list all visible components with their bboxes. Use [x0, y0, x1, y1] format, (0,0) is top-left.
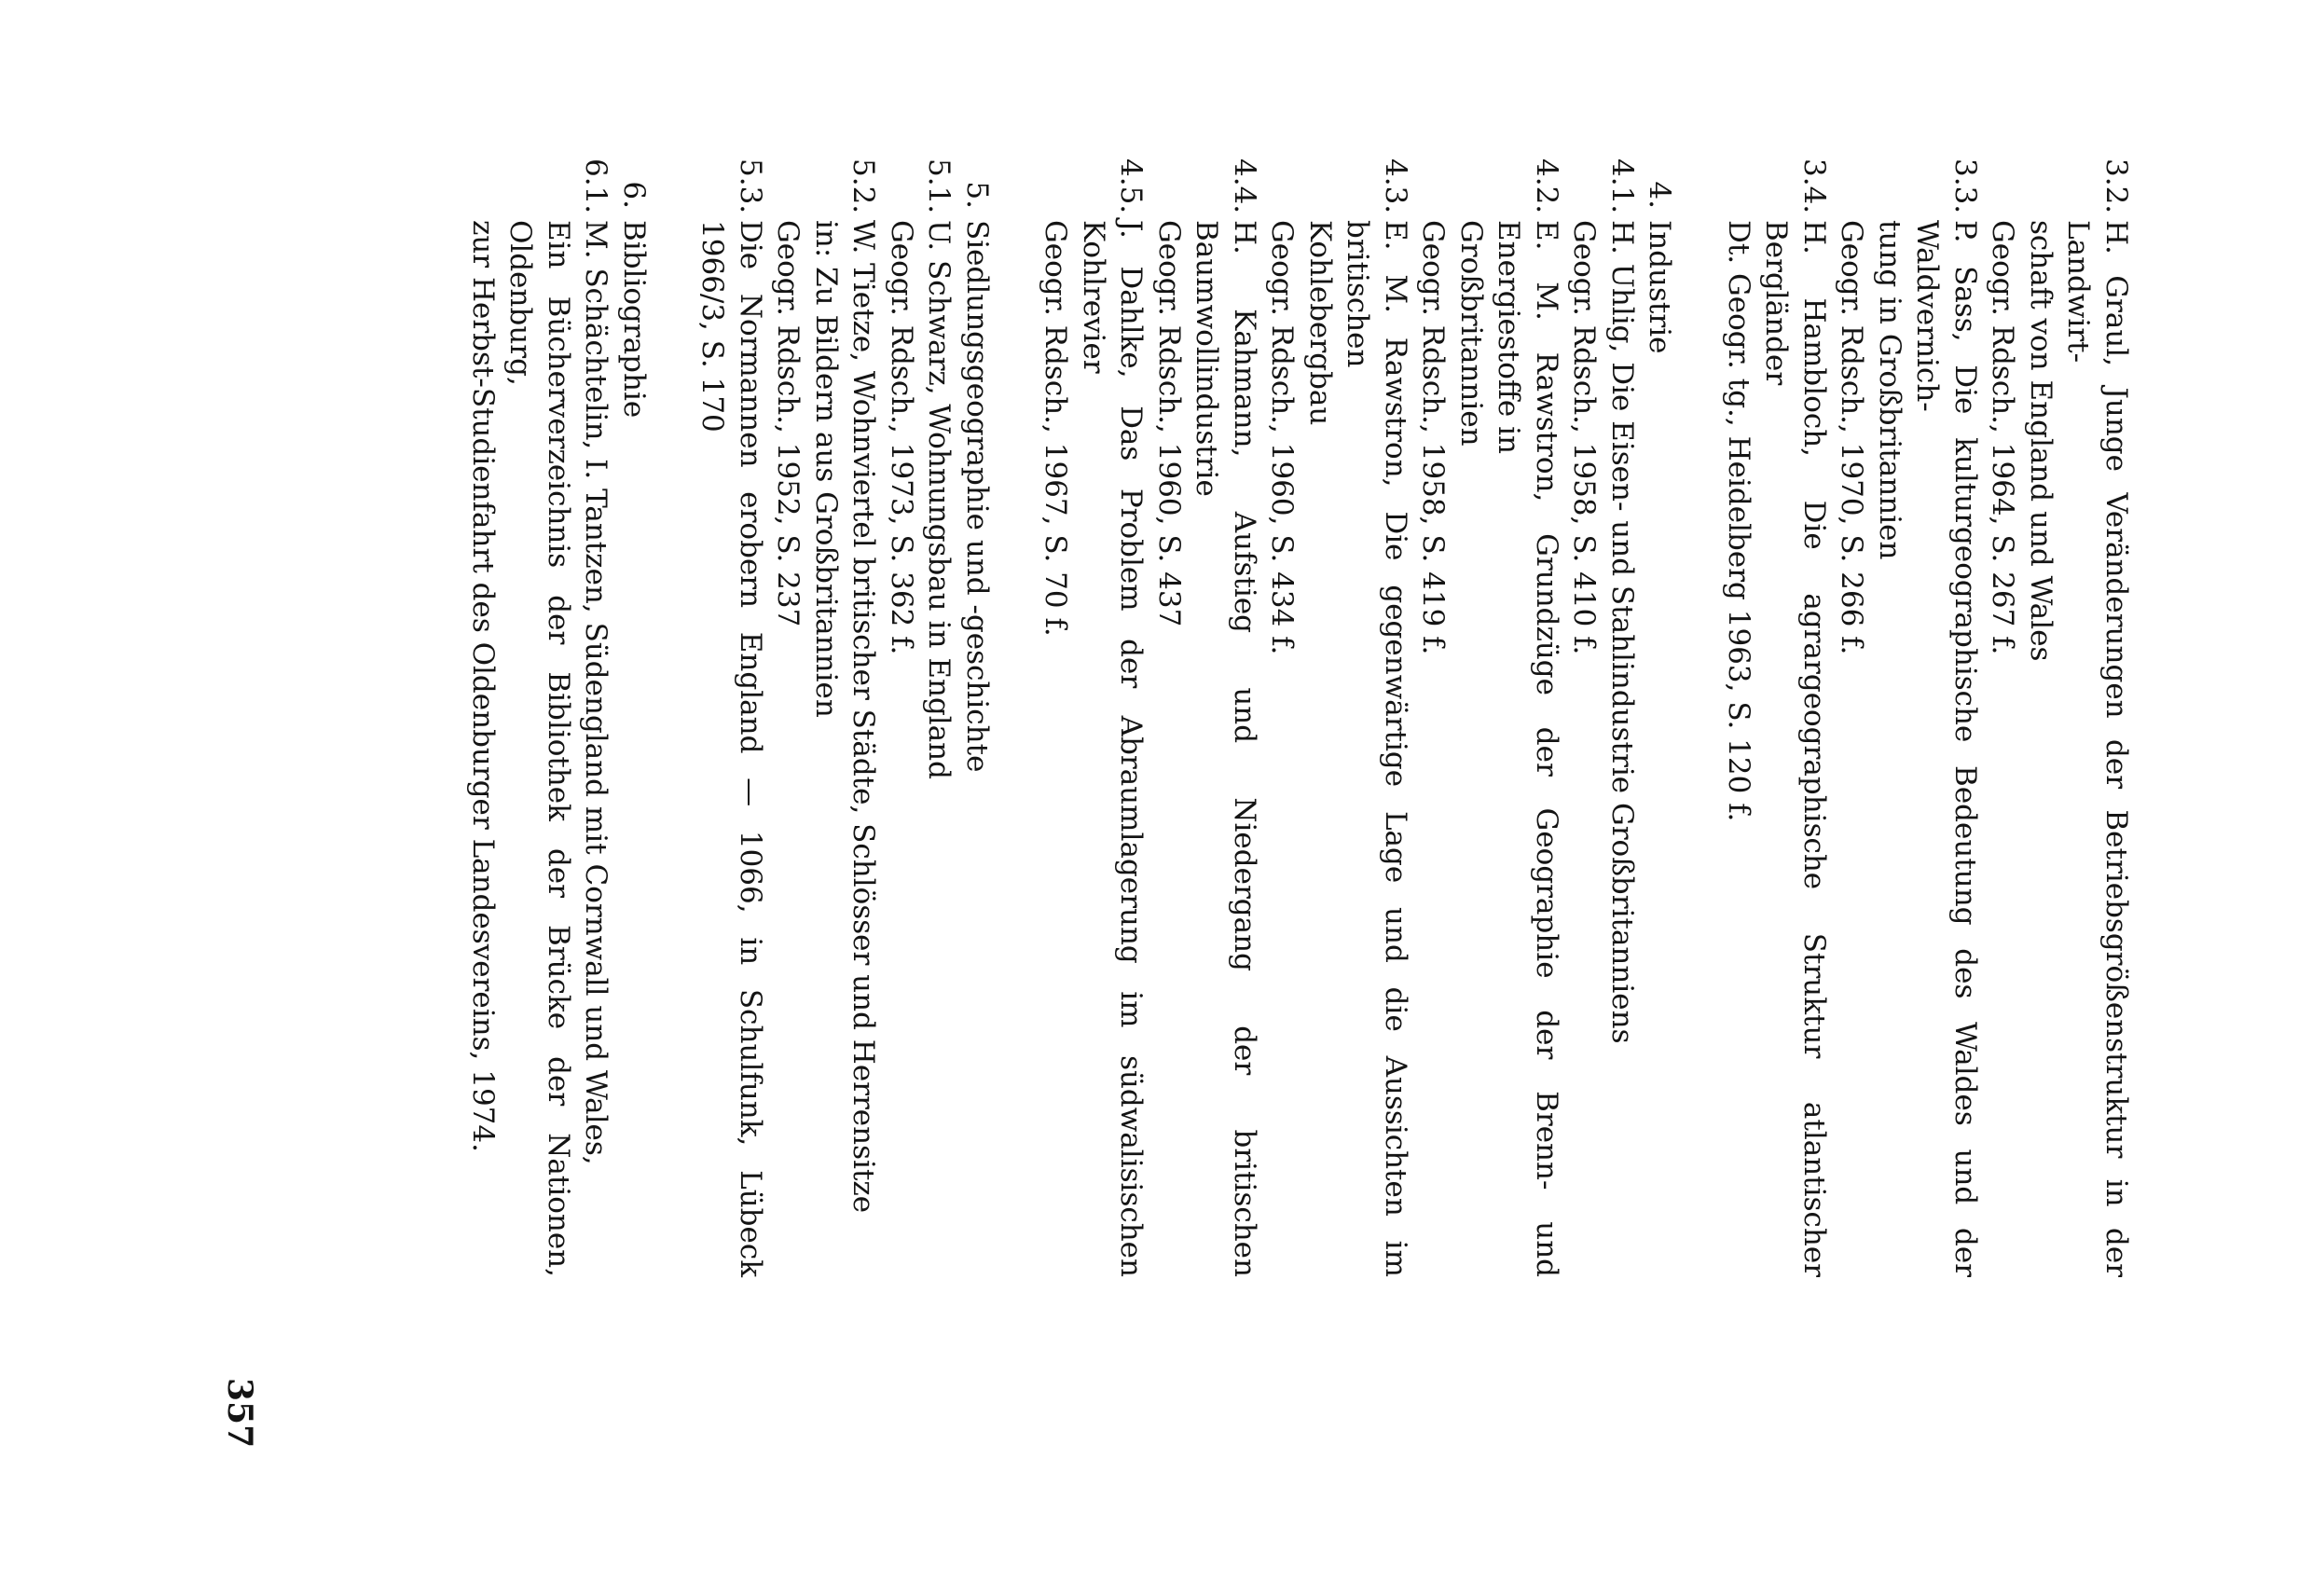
page-number: 357 [220, 1378, 259, 1449]
section-heading [1641, 158, 1679, 1277]
entry-number: 5.1. [922, 158, 956, 214]
section-heading [615, 158, 654, 1277]
entry-text [1720, 220, 1834, 1277]
entry-line: P. Sass, Die kulturgeographische Bedeutung des Waldes und der Waldvernich- [1910, 220, 1982, 1277]
entry-line: in: Zu Bildern aus Großbritannien [809, 220, 843, 718]
entry-text [1263, 220, 1414, 1277]
entry-line: H. Kahmann, Aufstieg und Niedergang der britischen Baumwollindustrie [1190, 220, 1261, 1277]
entry-line: U. Schwarz, Wohnungsbau in England [922, 220, 956, 779]
entry-number: 4.2. [1530, 158, 1563, 214]
entry-text [694, 220, 769, 1277]
entry-text [1984, 220, 2135, 1277]
bibliography-list [466, 158, 2135, 1277]
entry-line: Geogr. Rdsch., 1973, S. 362 f. [885, 220, 918, 655]
section-number: 5. [960, 181, 994, 209]
entry-line: Geogr. Rdsch., 1958, S. 419 f. [1416, 220, 1451, 655]
entry-line: Geogr. Rdsch., 1967, S. 70 f. [1039, 220, 1073, 637]
section-number: 6. [617, 181, 651, 209]
bibliography-entry [1984, 158, 2135, 1277]
entry-line: H. Graul, Junge Veränderungen der Betriebsgrößenstruktur in der Landwirt- [2061, 220, 2133, 1277]
section-title: Siedlungsgeographie und -geschichte [960, 220, 994, 773]
entry-text [464, 220, 615, 1277]
entry-line: Dt. Geogr. tg., Heidelberg 1963, S. 120 f. [1722, 220, 1755, 822]
bibliography-entry [769, 158, 883, 1277]
bibliography-entry [883, 158, 958, 1277]
entry-line: Kohlebergbau [1303, 220, 1337, 426]
entry-line: Geogr. Rdsch., 1952, S. 237 [771, 220, 805, 627]
entry-number: 4.3. [1379, 158, 1412, 214]
entry-line: schaft von England und Wales [2024, 220, 2057, 662]
entry-line: Geogr. Rdsch., 1958, S. 410 f. [1567, 220, 1602, 655]
bibliography-entry [1150, 158, 1264, 1277]
entry-number: 6.1. [579, 158, 613, 214]
entry-line: Großbritannien [1454, 220, 1488, 447]
entry-line: W. Tietze, Wohnviertel britischer Städte, Schlösser und Herrensitze [846, 220, 881, 1214]
entry-line: E. M. Rawstron, Grundzüge der Geographie der Brenn- und Energiestoffe in [1492, 220, 1563, 1277]
entry-text [1833, 220, 1984, 1277]
section-number: 4. [1643, 181, 1677, 209]
bibliography-entry [1720, 158, 1834, 1277]
entry-text [1150, 220, 1264, 1277]
entry-number: 5.3. [734, 158, 767, 214]
entry-number: 3.4. [1797, 158, 1831, 214]
section-title: Bibliographie [617, 220, 651, 419]
entry-line: Geogr. Rdsch., 1960, S. 434 f. [1265, 220, 1300, 655]
entry-line: H. Uhlig, Die Eisen- und Stahlindustrie Großbritanniens [1605, 220, 1639, 1044]
entry-number: 5.2. [846, 158, 881, 214]
bibliography-entry [1263, 158, 1414, 1277]
entry-line: H. Hambloch, Die agrargeographische Struktur atlantischer Bergländer [1759, 220, 1831, 1277]
section-title: Industrie [1643, 220, 1677, 354]
entry-number: 4.4. [1228, 158, 1261, 214]
entry-line: Ein Bücherverzeichnis der Bibliothek der Brücke der Nationen, Oldenburg, [503, 220, 575, 1277]
entry-number: 4.5. [1114, 158, 1149, 214]
entry-line: E. M. Rawstron, Die gegenwärtige Lage und die Aussichten im britischen [1341, 220, 1412, 1277]
section-heading [958, 158, 997, 1277]
entry-line: zur Herbst-Studienfahrt des Oldenburger Landesvereins, 1974. [466, 220, 500, 1152]
entry-text [883, 220, 958, 1277]
entry-text [1414, 220, 1565, 1277]
bibliography-entry [1565, 158, 1641, 1277]
entry-text [1565, 220, 1641, 1277]
bibliography-entry [1833, 158, 1984, 1277]
entry-line: Die Normannen erobern England — 1066, in Schulfunk, Lübeck 1966/3, S. 170 [695, 220, 767, 1277]
bibliography-entry [464, 158, 615, 1277]
entry-line: M. Schächtelin, I. Tantzen, Südengland mit Cornwall und Wales, [579, 220, 613, 1165]
entry-text [769, 220, 883, 1277]
entry-line: Geogr. Rdsch., 1960, S. 437 [1152, 220, 1186, 627]
entry-text [1037, 220, 1150, 1277]
entry-line: Geogr. Rdsch., 1970, S. 266 f. [1835, 220, 1869, 655]
entry-number: 4.1. [1605, 158, 1639, 214]
entry-number: 3.2. [2099, 158, 2133, 214]
bibliography-entry [1037, 158, 1150, 1277]
bibliography-entry [1414, 158, 1565, 1277]
entry-number: 3.3. [1948, 158, 1982, 214]
bibliography-entry [694, 158, 769, 1277]
entry-line: Geogr. Rdsch., 1964, S. 267 f. [1986, 220, 2020, 655]
entry-line: tung in Großbritannien [1873, 220, 1906, 560]
entry-line: J. Dahlke, Das Problem der Abraumlagerung im südwalisischen Kohlrevier [1077, 220, 1149, 1277]
